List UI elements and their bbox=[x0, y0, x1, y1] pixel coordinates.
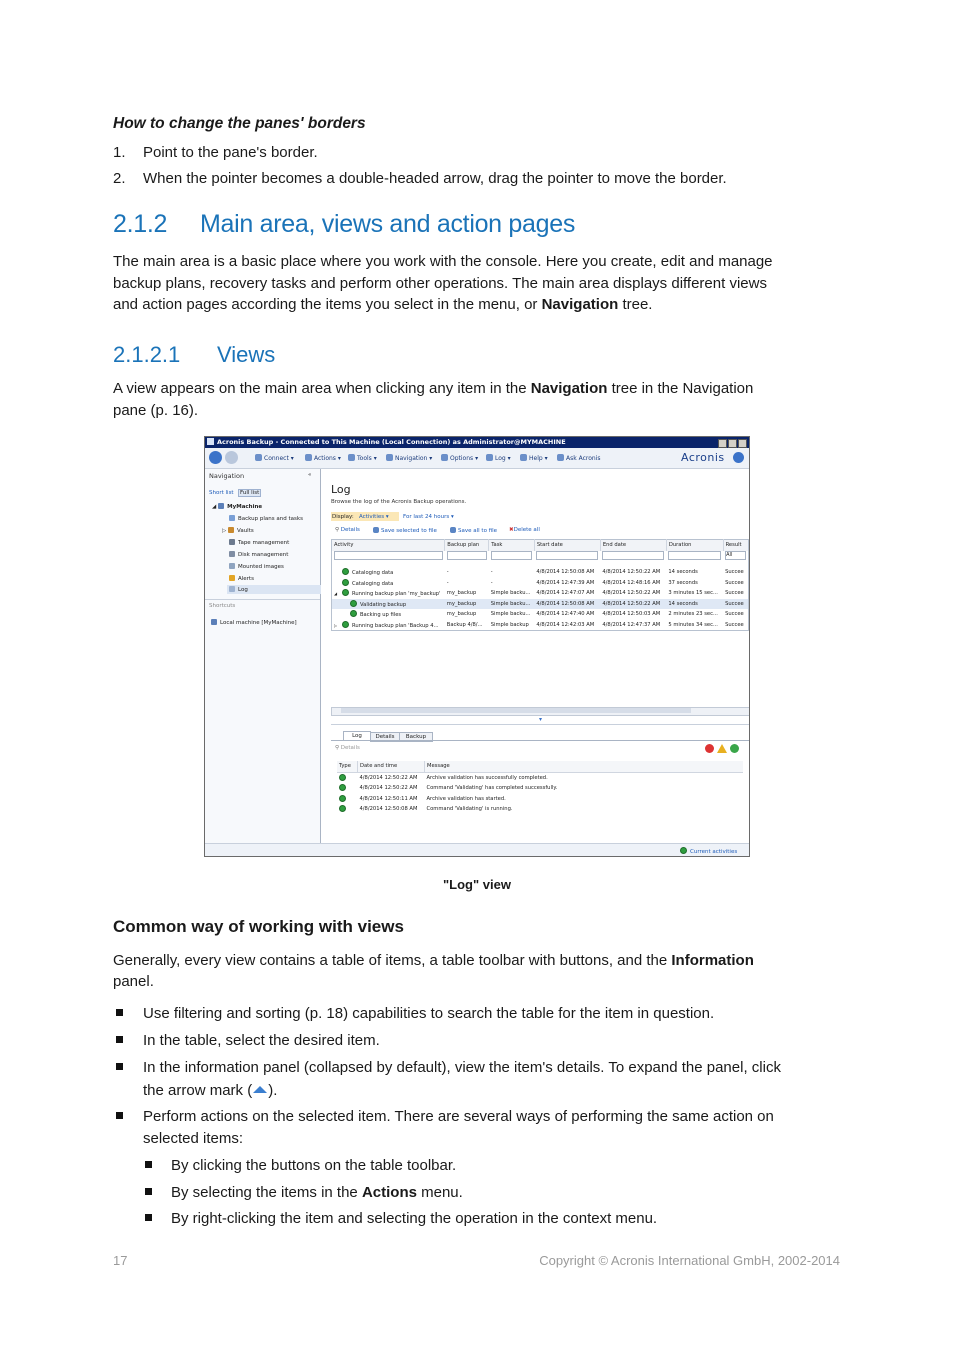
cell: 4/8/2014 12:47:40 AM bbox=[536, 611, 595, 618]
error-filter-icon[interactable] bbox=[705, 744, 714, 753]
main-area bbox=[321, 469, 749, 843]
nav-machine-label: MyMachine bbox=[227, 504, 263, 510]
filter-cell bbox=[332, 551, 445, 562]
menu-log[interactable]: Log ▾ bbox=[486, 454, 511, 462]
success-icon bbox=[342, 589, 349, 596]
tape-icon bbox=[229, 539, 235, 545]
tab-baseline bbox=[331, 740, 749, 741]
cell-text: Cataloging data bbox=[352, 580, 394, 587]
success-icon bbox=[350, 600, 357, 607]
menu-options[interactable]: Options ▾ bbox=[441, 454, 478, 462]
bullet-icon bbox=[145, 1188, 152, 1195]
column-header[interactable]: Duration bbox=[666, 540, 723, 551]
tab-backup[interactable]: Backup bbox=[399, 732, 433, 742]
filter-cell bbox=[489, 551, 535, 562]
nav-disk-management[interactable] bbox=[229, 551, 288, 558]
cell: 4/8/2014 12:47:39 AM bbox=[536, 579, 595, 586]
help-icon bbox=[520, 454, 527, 461]
step-number: 1. bbox=[113, 144, 126, 161]
menu-label: Connect bbox=[264, 455, 289, 462]
menu-label: Actions bbox=[314, 455, 336, 462]
link-label: Current activities bbox=[690, 849, 738, 855]
expand-arrow-icon[interactable]: ◢ bbox=[334, 591, 338, 597]
save-icon bbox=[373, 527, 379, 533]
cell: 4/8/2014 12:50:22 AM bbox=[359, 774, 418, 781]
bullet-text: In the information panel (collapsed by default), view the item's details. To expand the panel, click bbox=[143, 1059, 781, 1076]
cell-text: Backing up files bbox=[360, 612, 402, 619]
column-header[interactable]: Type bbox=[337, 761, 358, 772]
close-icon[interactable] bbox=[738, 439, 747, 448]
nav-tape-management[interactable] bbox=[229, 539, 289, 546]
options-icon bbox=[441, 454, 448, 461]
column-header[interactable]: Result bbox=[725, 542, 742, 549]
success-icon bbox=[342, 621, 349, 628]
table-row[interactable] bbox=[337, 804, 743, 815]
computer-icon bbox=[211, 619, 217, 625]
column-header[interactable]: Start date bbox=[534, 540, 600, 551]
table-row[interactable] bbox=[332, 588, 749, 599]
divider bbox=[205, 599, 320, 600]
bullet-text: Perform actions on the selected item. There are several ways of performing the same action on bbox=[143, 1108, 774, 1125]
scrollbar-thumb[interactable] bbox=[341, 708, 691, 713]
save-selected-button[interactable] bbox=[373, 527, 437, 534]
cell: - bbox=[446, 579, 449, 586]
info-icon bbox=[339, 805, 346, 812]
cell: 4/8/2014 12:50:11 AM bbox=[359, 795, 418, 802]
cell-activity bbox=[332, 567, 445, 578]
menu-bar bbox=[205, 448, 749, 469]
cell-text: Running backup plan 'my_backup' bbox=[352, 591, 441, 598]
bullet-text: In the table, select the desired item. bbox=[143, 1032, 380, 1049]
column-header[interactable]: Activity bbox=[332, 540, 445, 551]
display-value: Activities bbox=[359, 514, 385, 520]
button-label: Save selected to file bbox=[381, 528, 437, 534]
cell: Succee bbox=[725, 600, 744, 607]
app-icon bbox=[207, 438, 214, 445]
log-icon bbox=[486, 454, 493, 461]
cell-activity bbox=[332, 620, 445, 631]
column-header[interactable]: Message bbox=[427, 763, 450, 770]
cell: 5 minutes 34 sec... bbox=[668, 621, 718, 628]
brand-logo: Acronis bbox=[681, 451, 725, 464]
filter-cell bbox=[534, 551, 600, 562]
button-label: Delete all bbox=[513, 527, 540, 533]
text-bold: Navigation bbox=[541, 296, 619, 313]
menu-label: Options bbox=[450, 455, 474, 462]
display-label: Display: bbox=[332, 514, 354, 520]
cell: Command 'Validating' is running. bbox=[426, 806, 513, 813]
cell: Succee bbox=[725, 569, 744, 576]
filter-cell bbox=[666, 551, 723, 562]
cell: 4/8/2014 12:48:16 AM bbox=[602, 579, 661, 586]
menu-help[interactable]: Help ▾ bbox=[520, 454, 548, 462]
menu-actions[interactable]: Actions ▾ bbox=[305, 454, 341, 462]
menu-label: Tools bbox=[357, 455, 372, 462]
column-header[interactable]: End date bbox=[600, 540, 666, 551]
filter-row bbox=[332, 551, 749, 562]
cell: Archive validation has successfully completed. bbox=[426, 774, 548, 781]
tab-log[interactable]: Log bbox=[343, 731, 371, 741]
info-filter-icon[interactable] bbox=[730, 744, 739, 753]
delete-all-button[interactable] bbox=[509, 527, 540, 533]
text-run: Generally, every view contains a table of items, a table toolbar with buttons, and the bbox=[113, 952, 672, 969]
cell: 4/8/2014 12:50:03 AM bbox=[602, 611, 661, 618]
cell: 2 minutes 23 sec... bbox=[668, 611, 718, 618]
text-bold: Information bbox=[671, 952, 754, 969]
bullet-icon bbox=[145, 1214, 152, 1221]
cell: Archive validation has started. bbox=[426, 795, 506, 802]
log-view-screenshot bbox=[204, 436, 750, 857]
section-number: 2.1.2 bbox=[113, 210, 168, 238]
cell: 4/8/2014 12:47:07 AM bbox=[536, 590, 595, 597]
cell: Simple backu... bbox=[490, 600, 531, 607]
cell-activity bbox=[332, 588, 445, 599]
cell-activity bbox=[332, 599, 445, 610]
bullet-icon bbox=[116, 1063, 123, 1070]
nav-full-list[interactable]: Full list bbox=[240, 490, 260, 496]
sub-bullet-text: By clicking the buttons on the table toolbar. bbox=[171, 1157, 457, 1174]
computer-icon bbox=[218, 503, 224, 509]
view-title: Log bbox=[331, 483, 351, 496]
save-icon bbox=[450, 527, 456, 533]
maximize-icon[interactable] bbox=[728, 439, 737, 448]
minimize-icon[interactable] bbox=[718, 439, 727, 448]
cell: Succee bbox=[725, 611, 744, 618]
cell-type bbox=[337, 794, 358, 805]
filter-input[interactable] bbox=[334, 551, 443, 560]
nav-label: Local machine [MyMachine] bbox=[220, 620, 297, 626]
ask-acronis-icon bbox=[557, 454, 564, 461]
nav-mounted-images[interactable] bbox=[229, 563, 284, 570]
menu-navigation[interactable]: Navigation ▾ bbox=[386, 454, 432, 462]
cell: Simple backup bbox=[490, 621, 529, 628]
text-run: By selecting the items in the bbox=[171, 1184, 362, 1201]
menu-label: Navigation bbox=[395, 455, 428, 462]
shortcut-local-machine[interactable] bbox=[211, 619, 297, 626]
column-header[interactable]: Date and time bbox=[358, 761, 425, 772]
bullet-text bbox=[143, 1080, 277, 1102]
info-icon bbox=[339, 774, 346, 781]
cell: 4/8/2014 12:47:37 AM bbox=[602, 621, 661, 628]
button-label: Save all to file bbox=[458, 528, 498, 534]
cell: 4/8/2014 12:50:08 AM bbox=[536, 600, 595, 607]
text-run: tree in the Navigation bbox=[607, 380, 754, 397]
cell-text: Cataloging data bbox=[352, 570, 394, 577]
delete-icon: ✖ bbox=[509, 527, 514, 533]
step-text: When the pointer becomes a double-headed arrow, drag the pointer to move the border. bbox=[143, 170, 727, 187]
back-icon[interactable] bbox=[209, 451, 222, 464]
cell-text: Validating backup bbox=[360, 601, 407, 608]
cell: my_backup bbox=[446, 611, 477, 618]
filter-input[interactable] bbox=[491, 551, 533, 560]
menu-label: Ask Acronis bbox=[566, 455, 601, 462]
info-panel-arrow-icon[interactable]: ▾ bbox=[539, 716, 543, 723]
filter-input[interactable] bbox=[536, 551, 598, 560]
cell: Command 'Validating' has completed successfully. bbox=[426, 785, 558, 792]
button-label: Details bbox=[340, 527, 360, 533]
menu-tools[interactable]: Tools ▾ bbox=[348, 454, 377, 462]
details-button[interactable] bbox=[335, 745, 360, 751]
filter-cell bbox=[600, 551, 666, 562]
cell: 4/8/2014 12:50:22 AM bbox=[602, 600, 661, 607]
activity-table bbox=[331, 539, 749, 631]
cell: - bbox=[490, 569, 493, 576]
magnifier-icon: ⚲ bbox=[335, 745, 340, 751]
text-bold: Actions bbox=[361, 1184, 417, 1201]
display-select[interactable]: Activities ▾ bbox=[359, 514, 389, 520]
menu-connect[interactable]: Connect ▾ bbox=[255, 454, 294, 462]
cell: 4/8/2014 12:42:03 AM bbox=[536, 621, 595, 628]
result-filter[interactable]: All bbox=[725, 551, 746, 560]
text-run: ). bbox=[268, 1082, 278, 1099]
filter-cell bbox=[445, 551, 489, 562]
nav-label: Backup plans and tasks bbox=[238, 516, 303, 522]
figure-caption: "Log" view bbox=[443, 877, 511, 892]
info-icon[interactable] bbox=[733, 452, 744, 463]
vault-icon bbox=[228, 527, 234, 533]
step-number: 2. bbox=[113, 170, 126, 187]
paragraph-line: pane (p. 16). bbox=[113, 402, 199, 419]
paragraph-line bbox=[113, 294, 652, 316]
cell: 4/8/2014 12:50:22 AM bbox=[602, 590, 661, 597]
actions-icon bbox=[305, 454, 312, 461]
nav-title: Navigation bbox=[209, 472, 245, 480]
mounted-image-icon bbox=[229, 563, 235, 569]
step-text: Point to the pane's border. bbox=[143, 144, 318, 161]
bullet-text: selected items: bbox=[143, 1130, 244, 1147]
text-run: tree. bbox=[618, 296, 653, 313]
text-run: and action pages according the items you select in the menu, or bbox=[113, 296, 542, 313]
save-all-button[interactable] bbox=[450, 527, 497, 534]
detail-table bbox=[337, 761, 743, 815]
text-run: A view appears on the main area when clicking any item in the bbox=[113, 380, 531, 397]
navigation-icon bbox=[386, 454, 393, 461]
tab-details[interactable]: Details bbox=[370, 732, 400, 742]
table-row[interactable] bbox=[337, 783, 743, 794]
arrow-up-icon bbox=[252, 1083, 268, 1095]
cell: 4/8/2014 12:50:08 AM bbox=[536, 569, 595, 576]
window-title: Acronis Backup - Connected to This Machine (Local Connection) as Administrator@MYMACHINE bbox=[217, 438, 566, 446]
subsection-number: 2.1.2.1 bbox=[113, 342, 181, 367]
period-value: For last 24 hours bbox=[403, 514, 450, 520]
sub-bullet-text: By right-clicking the item and selecting the operation in the context menu. bbox=[171, 1210, 658, 1227]
tools-icon bbox=[348, 454, 355, 461]
nav-label: Disk management bbox=[238, 552, 289, 558]
cell: 14 seconds bbox=[668, 569, 698, 576]
cell-activity bbox=[332, 609, 445, 620]
disk-icon bbox=[229, 551, 235, 557]
cell: 4/8/2014 12:50:08 AM bbox=[359, 806, 418, 813]
column-header[interactable]: Task bbox=[489, 540, 535, 551]
menu-label: Log bbox=[495, 455, 506, 462]
filter-input[interactable] bbox=[602, 551, 664, 560]
alert-icon bbox=[229, 575, 235, 581]
cell: Succee bbox=[725, 590, 744, 597]
nav-collapse-button[interactable]: « bbox=[308, 472, 312, 478]
section-title: Main area, views and action pages bbox=[200, 210, 576, 238]
success-icon bbox=[342, 568, 349, 575]
cell: Succee bbox=[725, 621, 744, 628]
cell: Simple backu... bbox=[490, 611, 531, 618]
button-label: Details bbox=[340, 745, 360, 751]
cell-type bbox=[337, 783, 358, 794]
details-button[interactable] bbox=[335, 527, 360, 533]
table-row-selected[interactable] bbox=[332, 599, 749, 610]
window-titlebar bbox=[205, 437, 749, 448]
heading-common-way: Common way of working with views bbox=[113, 917, 404, 936]
table-header-row bbox=[337, 761, 743, 772]
divider bbox=[331, 724, 749, 725]
page-number: 17 bbox=[113, 1253, 128, 1268]
menu-ask-acronis[interactable] bbox=[557, 454, 601, 462]
backup-plans-icon bbox=[229, 515, 235, 521]
view-subtitle: Browse the log of the Acronis Backup operations. bbox=[331, 499, 467, 505]
nav-backup-plans[interactable] bbox=[229, 515, 303, 522]
table-row[interactable] bbox=[337, 772, 743, 783]
activity-icon bbox=[680, 847, 687, 854]
info-icon bbox=[339, 784, 346, 791]
paragraph-line bbox=[113, 378, 753, 400]
cell: Succee bbox=[725, 579, 744, 586]
nav-log-selected[interactable] bbox=[227, 585, 321, 594]
filter-cell bbox=[723, 551, 748, 562]
copyright: Copyright © Acronis International GmbH, 2002-2014 bbox=[539, 1253, 840, 1268]
cell: 4/8/2014 12:50:22 AM bbox=[359, 785, 418, 792]
menu-label: Help bbox=[529, 455, 543, 462]
table-row[interactable] bbox=[332, 567, 749, 578]
nav-label: Alerts bbox=[238, 576, 254, 582]
table-row[interactable] bbox=[332, 578, 749, 589]
table-row[interactable] bbox=[332, 609, 749, 620]
filter-input[interactable] bbox=[668, 551, 721, 560]
current-activities-link[interactable] bbox=[680, 847, 737, 855]
bullet-icon bbox=[116, 1009, 123, 1016]
bullet-text: Use filtering and sorting (p. 18) capabilities to search the table for the item in question. bbox=[143, 1005, 715, 1022]
table-header-row bbox=[332, 540, 749, 551]
nav-label: Mounted images bbox=[238, 564, 284, 570]
nav-vaults[interactable]: ▷ Vaults bbox=[222, 528, 254, 534]
bullet-icon bbox=[145, 1161, 152, 1168]
navigation-pane bbox=[205, 469, 321, 843]
subsection-title: Views bbox=[217, 342, 276, 367]
text-bold: Navigation bbox=[530, 380, 608, 397]
paragraph-line: The main area is a basic place where you work with the console. Here you create, edit and manage bbox=[113, 253, 773, 270]
cell: 3 minutes 15 sec... bbox=[668, 590, 718, 597]
cell-type bbox=[337, 772, 358, 783]
heading-pane-borders: How to change the panes' borders bbox=[113, 115, 366, 132]
nav-machine[interactable]: ◢ MyMachine bbox=[212, 504, 263, 510]
info-icon bbox=[339, 795, 346, 802]
period-select[interactable]: For last 24 hours ▾ bbox=[403, 514, 454, 520]
cell: - bbox=[446, 569, 449, 576]
nav-label: Log bbox=[238, 587, 248, 593]
cell-activity bbox=[332, 578, 445, 589]
bullet-icon bbox=[116, 1112, 123, 1119]
cell-text: Running backup plan 'Backup 4... bbox=[352, 622, 439, 629]
magnifier-icon: ⚲ bbox=[335, 527, 340, 533]
filter-input[interactable] bbox=[447, 551, 487, 560]
forward-icon[interactable] bbox=[225, 451, 238, 464]
cell: my_backup bbox=[446, 600, 477, 607]
table-row[interactable] bbox=[332, 620, 749, 631]
text-run: the arrow mark ( bbox=[143, 1082, 253, 1099]
column-header[interactable]: Backup plan bbox=[445, 540, 489, 551]
sub-bullet-text bbox=[171, 1182, 463, 1204]
bullet-icon bbox=[116, 1036, 123, 1043]
cell: 4/8/2014 12:50:22 AM bbox=[602, 569, 661, 576]
cell: Backup 4/8/... bbox=[446, 621, 483, 628]
cell: 14 seconds bbox=[668, 600, 698, 607]
cell: - bbox=[490, 579, 493, 586]
nav-label: Tape management bbox=[238, 540, 290, 546]
success-icon bbox=[350, 610, 357, 617]
connect-icon bbox=[255, 454, 262, 461]
paragraph-line: backup plans, recovery tasks and perform other operations. The main area displays different views bbox=[113, 275, 767, 292]
log-icon bbox=[229, 586, 235, 592]
table-row[interactable] bbox=[337, 794, 743, 805]
status-bar bbox=[205, 843, 749, 857]
cell: 37 seconds bbox=[668, 579, 698, 586]
nav-alerts[interactable] bbox=[229, 575, 254, 582]
warning-filter-icon[interactable] bbox=[717, 744, 727, 753]
nav-short-list[interactable]: Short list bbox=[209, 490, 234, 496]
nav-label: Vaults bbox=[236, 528, 254, 534]
text-run: menu. bbox=[416, 1184, 463, 1201]
shortcuts-header: Shortcuts bbox=[209, 603, 236, 609]
cell: Simple backu... bbox=[490, 590, 531, 597]
success-icon bbox=[342, 579, 349, 586]
cell: my_backup bbox=[446, 590, 477, 597]
paragraph-line: panel. bbox=[113, 973, 154, 990]
paragraph-line bbox=[113, 950, 754, 972]
cell-type bbox=[337, 804, 358, 815]
expand-arrow-icon[interactable]: ▷ bbox=[334, 622, 338, 628]
